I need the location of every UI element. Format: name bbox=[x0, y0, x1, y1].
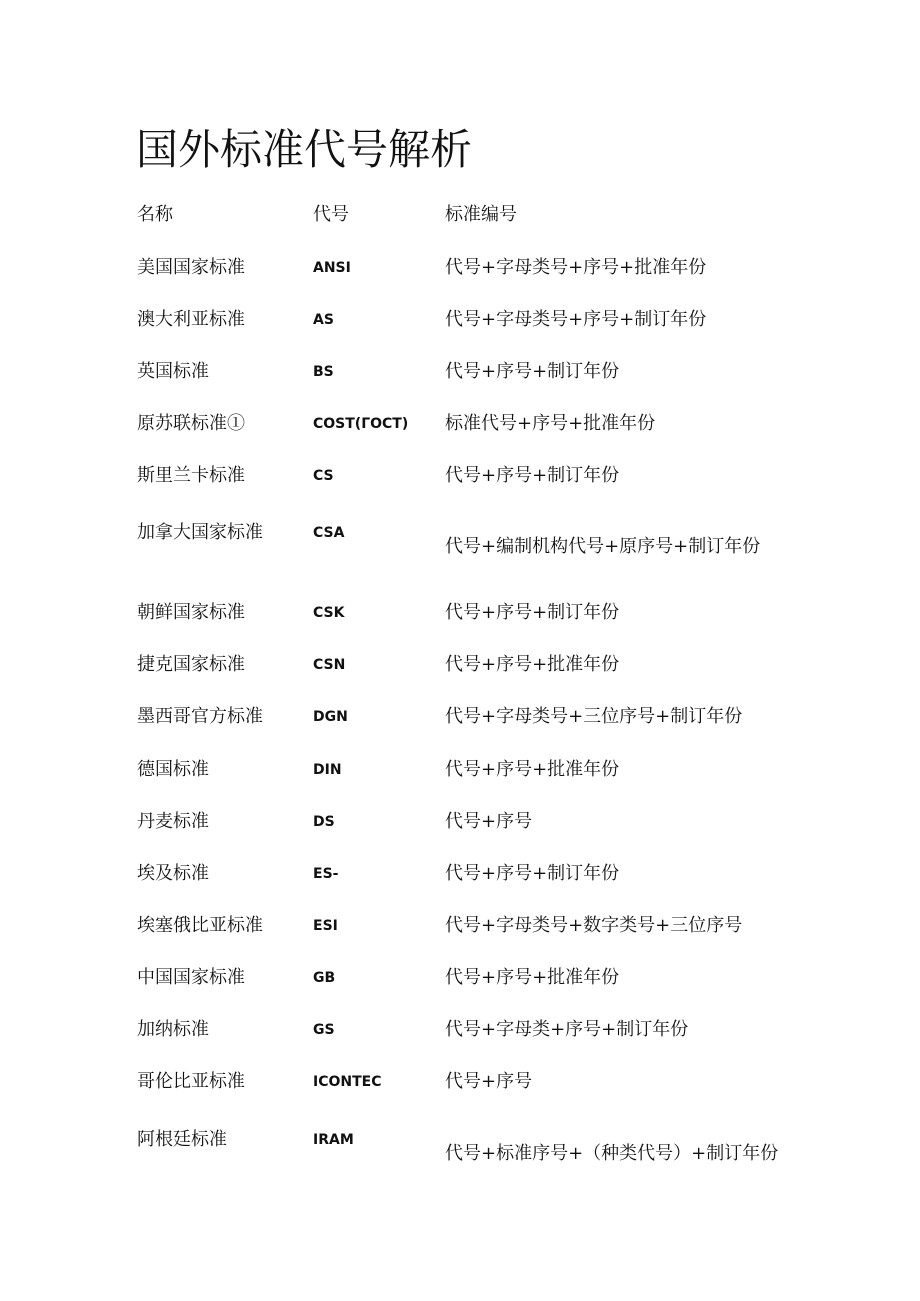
row-code: ESI bbox=[313, 918, 338, 934]
row-name: 原苏联标准① bbox=[137, 413, 245, 434]
table-row bbox=[0, 650, 920, 680]
table-row bbox=[0, 807, 920, 837]
row-code: DS bbox=[313, 814, 335, 830]
row-format: 标准代号+序号+批准年份 bbox=[445, 413, 656, 434]
row-name: 埃及标准 bbox=[137, 863, 209, 884]
header-format: 标准编号 bbox=[445, 204, 517, 225]
row-format: 代号+序号+批准年份 bbox=[445, 967, 620, 988]
row-name: 斯里兰卡标准 bbox=[137, 465, 245, 486]
table-row bbox=[0, 1015, 920, 1045]
row-code: DIN bbox=[313, 762, 342, 778]
row-name: 加拿大国家标准 bbox=[137, 522, 263, 543]
row-format: 代号+字母类号+数字类号+三位序号 bbox=[445, 915, 743, 936]
row-name: 中国国家标准 bbox=[137, 967, 245, 988]
row-name: 朝鲜国家标准 bbox=[137, 602, 245, 623]
page-title: 国外标准代号解析 bbox=[136, 125, 473, 174]
row-name: 哥伦比亚标准 bbox=[137, 1071, 245, 1092]
row-name: 阿根廷标准 bbox=[137, 1129, 227, 1150]
table-row bbox=[0, 409, 920, 439]
row-code: CSK bbox=[313, 605, 345, 621]
row-code: DGN bbox=[313, 709, 348, 725]
row-format: 代号+序号+制订年份 bbox=[445, 602, 620, 623]
row-code: CS bbox=[313, 468, 334, 484]
table-row bbox=[0, 305, 920, 335]
row-code: BS bbox=[313, 364, 334, 380]
table-row bbox=[0, 963, 920, 993]
row-name: 美国国家标准 bbox=[137, 257, 245, 278]
table-row bbox=[0, 461, 920, 491]
row-name: 墨西哥官方标准 bbox=[137, 706, 263, 727]
row-code: AS bbox=[313, 312, 334, 328]
header-code: 代号 bbox=[313, 204, 349, 225]
row-code: ANSI bbox=[313, 260, 351, 276]
row-name: 英国标准 bbox=[137, 361, 209, 382]
row-format: 代号+序号+制订年份 bbox=[445, 465, 620, 486]
row-name: 埃塞俄比亚标准 bbox=[137, 915, 263, 936]
row-code: IRAM bbox=[313, 1132, 354, 1148]
table-row bbox=[0, 1125, 920, 1164]
table-row bbox=[0, 755, 920, 785]
table-row bbox=[0, 253, 920, 283]
row-format: 代号+标准序号+（种类代号）+制订年份 bbox=[445, 1143, 779, 1164]
header-name: 名称 bbox=[137, 204, 173, 225]
row-code: COST(ГОСТ) bbox=[313, 416, 409, 432]
row-code: GB bbox=[313, 970, 336, 986]
row-code: ES- bbox=[313, 866, 339, 882]
row-format: 代号+字母类号+序号+批准年份 bbox=[445, 257, 707, 278]
row-format: 代号+序号+制订年份 bbox=[445, 863, 620, 884]
row-code: GS bbox=[313, 1022, 335, 1038]
row-format: 代号+序号 bbox=[445, 1071, 533, 1092]
table-row bbox=[0, 1067, 920, 1097]
row-format: 代号+序号 bbox=[445, 811, 533, 832]
row-name: 德国标准 bbox=[137, 759, 209, 780]
row-code: CSN bbox=[313, 657, 346, 673]
row-name: 加纳标准 bbox=[137, 1019, 209, 1040]
table-row bbox=[0, 702, 920, 732]
row-format: 代号+字母类号+三位序号+制订年份 bbox=[445, 706, 743, 727]
table-row bbox=[0, 859, 920, 889]
row-format: 代号+序号+制订年份 bbox=[445, 361, 620, 382]
row-format: 代号+编制机构代号+原序号+制订年份 bbox=[445, 536, 761, 557]
table-row bbox=[0, 911, 920, 941]
table-row bbox=[0, 518, 920, 557]
row-name: 澳大利亚标准 bbox=[137, 309, 245, 330]
table-row bbox=[0, 357, 920, 387]
row-format: 代号+序号+批准年份 bbox=[445, 654, 620, 675]
row-format: 代号+字母类+序号+制订年份 bbox=[445, 1019, 689, 1040]
row-name: 捷克国家标准 bbox=[137, 654, 245, 675]
table-row bbox=[0, 598, 920, 628]
table-header bbox=[0, 200, 920, 230]
row-format: 代号+字母类号+序号+制订年份 bbox=[445, 309, 707, 330]
row-code: ICONTEC bbox=[313, 1074, 382, 1090]
row-code: CSA bbox=[313, 525, 345, 541]
row-format: 代号+序号+批准年份 bbox=[445, 759, 620, 780]
row-name: 丹麦标准 bbox=[137, 811, 209, 832]
